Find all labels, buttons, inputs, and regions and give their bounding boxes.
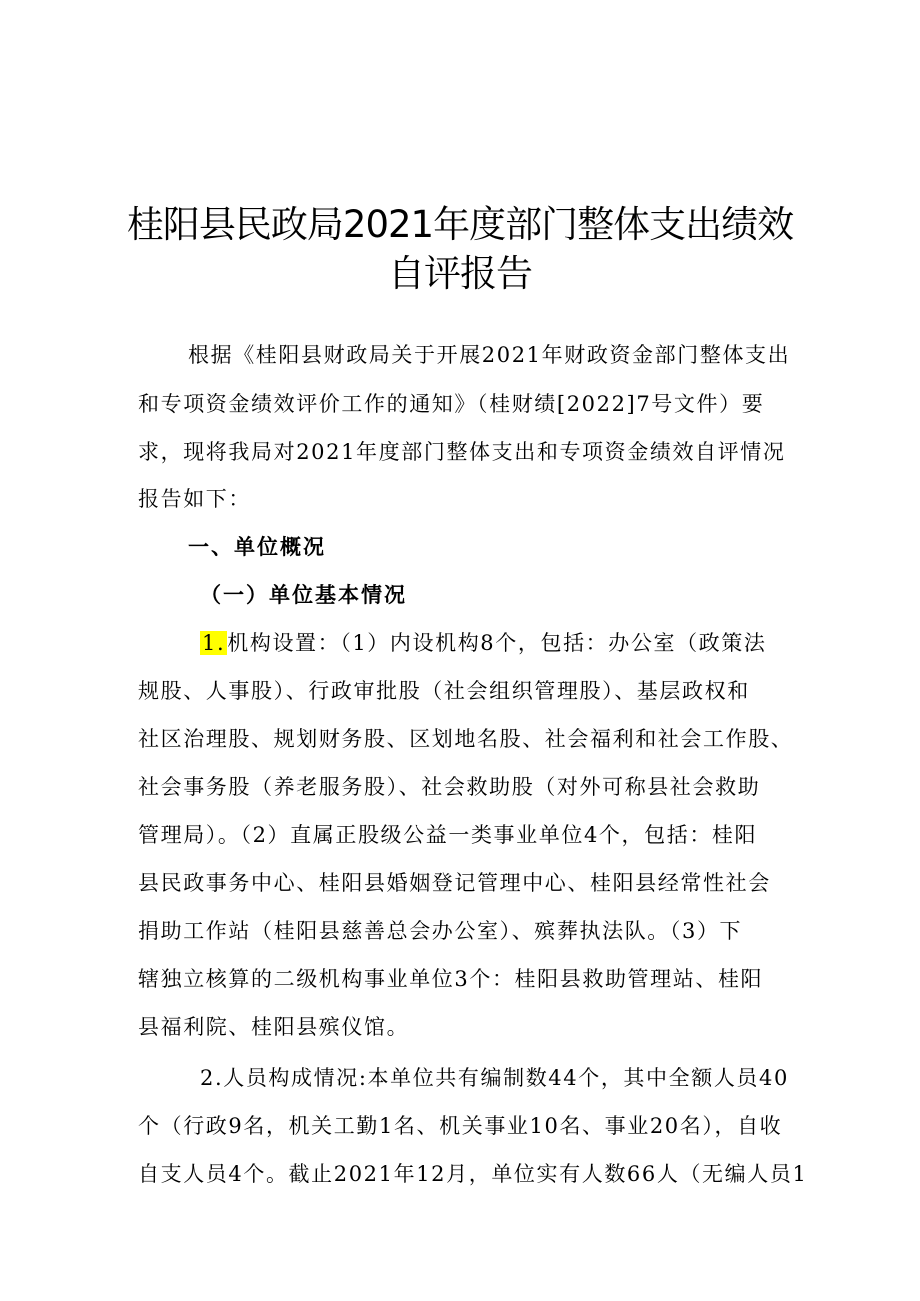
para2-line-1: 2.人员构成情况:本单位共有编制数44个，其中全额人员40 [200,1066,789,1090]
section-heading: 一、单位概况 [188,534,326,559]
para1-line-1 [200,628,850,658]
para1-line-9: 县福利院、桂阳县殡仪馆。 [138,1015,410,1039]
para1-line-5: 管理局）。（2）直属正股级公益一类事业单位4个，包括：桂阳 [138,823,758,847]
intro-line-2: 和专项资金绩效评价工作的通知》（桂财绩[2022]7号文件）要 [138,392,765,416]
para1-line-2: 规股、人事股）、行政审批股（社会组织管理股）、基层政权和 [138,679,750,703]
intro-line-3: 求，现将我局对2021年度部门整体支出和专项资金绩效自评情况 [138,440,786,464]
para2-line-2: 个（行政9名，机关工勤1名、机关事业10名、事业20名），自收 [138,1114,783,1138]
highlighted-item-number: 1. [202,631,226,655]
para2-line-3: 自支人员4个。截止2021年12月，单位实有人数66人（无编人员1 [138,1162,808,1186]
intro-line-1: 根据《桂阳县财政局关于开展2021年财政资金部门整体支出 [188,343,791,367]
subsection-heading: （一）单位基本情况 [200,582,407,607]
para1-line-1-text: 机构设置：（1）内设机构8个，包括：办公室（政策法 [227,631,767,655]
document-title-line-2: 自评报告 [388,252,532,295]
intro-line-4: 报告如下： [138,487,251,511]
para1-line-8: 辖独立核算的二级机构事业单位3个：桂阳县救助管理站、桂阳 [138,967,764,991]
document-title-line-1: 桂阳县民政局2021年度部门整体支出绩效 [126,203,794,246]
para1-line-3: 社区治理股、规划财务股、区划地名股、社会福利和社会工作股、 [138,727,794,751]
para1-line-7: 捐助工作站（桂阳县慈善总会办公室）、殡葬执法队。（3）下 [138,919,743,943]
para1-line-4: 社会事务股（养老服务股）、社会救助股（对外可称县社会救助 [138,775,761,799]
para1-line-6: 县民政事务中心、桂阳县婚姻登记管理中心、桂阳县经常性社会 [138,871,771,895]
